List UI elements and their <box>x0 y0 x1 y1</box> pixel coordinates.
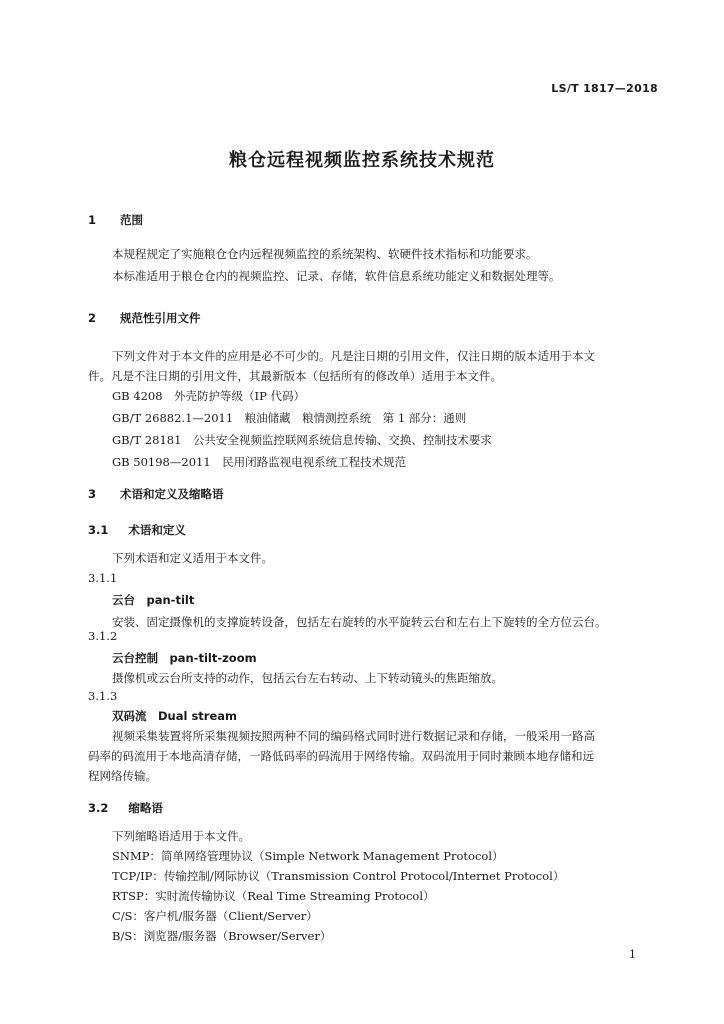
section-title: 范围 <box>120 213 144 227</box>
standard-code: LS/T 1817—2018 <box>551 82 658 95</box>
term-name: 云台 pan-tilt <box>112 593 195 607</box>
reference-item: GB/T 28181 公共安全视频监控联网系统信息传输、交换、控制技术要求 <box>112 433 492 447</box>
term-definition: 程网络传输。 <box>88 769 157 783</box>
term-name: 云台控制 pan-tilt-zoom <box>112 651 257 665</box>
reference-item: GB/T 26882.1—2011 粮油储藏 粮情测控系统 第 1 部分：通则 <box>112 411 467 425</box>
reference-item: GB 50198—2011 民用闭路监视电视系统工程技术规范 <box>112 455 407 469</box>
section-number: 3.2 <box>88 801 109 815</box>
paragraph: 下列缩略语适用于本文件。 <box>112 829 250 843</box>
section-title: 术语和定义 <box>128 523 186 537</box>
term-definition: 码率的码流用于本地高清存储，一路低码率的码流用于网络传输。双码流用于同时兼顾本地存储和远 <box>88 749 594 763</box>
paragraph: 本规程规定了实施粮仓仓内远程视频监控的系统架构、软硬件技术指标和功能要求。 <box>112 247 538 261</box>
paragraph: 件。凡是不注日期的引用文件，其最新版本（包括所有的修改单）适用于本文件。 <box>88 369 502 383</box>
term-number: 3.1.1 <box>88 571 118 585</box>
term-number: 3.1.2 <box>88 629 118 643</box>
section-title: 缩略语 <box>128 801 163 815</box>
section-3-heading <box>88 486 224 502</box>
section-number: 3 <box>88 487 97 501</box>
term-name: 双码流 Dual stream <box>112 709 237 723</box>
page-number: 1 <box>629 948 636 961</box>
section-title: 规范性引用文件 <box>120 311 201 325</box>
abbreviation-item: B/S：浏览器/服务器（Browser/Server） <box>112 929 332 943</box>
document-title: 粮仓远程视频监控系统技术规范 <box>229 150 495 171</box>
term-number: 3.1.3 <box>88 689 118 703</box>
term-definition: 摄像机或云台所支持的动作，包括云台左右转动、上下转动镜头的焦距缩放。 <box>112 671 503 685</box>
reference-item: GB 4208 外壳防护等级（IP 代码） <box>112 389 305 403</box>
abbreviation-item: TCP/IP：传输控制/网际协议（Transmission Control Protocol/Internet Protocol） <box>112 869 565 883</box>
section-2-heading <box>88 310 201 326</box>
paragraph: 本标准适用于粮仓仓内的视频监控、记录、存储，软件信息系统功能定义和数据处理等。 <box>112 269 561 283</box>
section-number: 2 <box>88 311 97 325</box>
abbreviation-item: SNMP：简单网络管理协议（Simple Network Management Protocol） <box>112 849 504 863</box>
subsection-3-2-heading <box>88 800 163 816</box>
abbreviation-item: RTSP：实时流传输协议（Real Time Streaming Protocol） <box>112 889 435 903</box>
section-number: 1 <box>88 213 97 227</box>
section-1-heading <box>88 212 143 228</box>
term-definition: 视频采集装置将所采集视频按照两种不同的编码格式同时进行数据记录和存储，一般采用一路高 <box>112 729 595 743</box>
term-definition: 安装、固定摄像机的支撑旋转设备，包括左右旋转的水平旋转云台和左右上下旋转的全方位云台。 <box>112 615 607 629</box>
paragraph: 下列术语和定义适用于本文件。 <box>112 551 273 565</box>
section-title: 术语和定义及缩略语 <box>120 487 224 501</box>
paragraph: 下列文件对于本文件的应用是必不可少的。凡是注日期的引用文件，仅注日期的版本适用于本文 <box>112 349 595 363</box>
section-number: 3.1 <box>88 523 109 537</box>
abbreviation-item: C/S：客户机/服务器（Client/Server） <box>112 909 318 923</box>
subsection-3-1-heading <box>88 522 186 538</box>
